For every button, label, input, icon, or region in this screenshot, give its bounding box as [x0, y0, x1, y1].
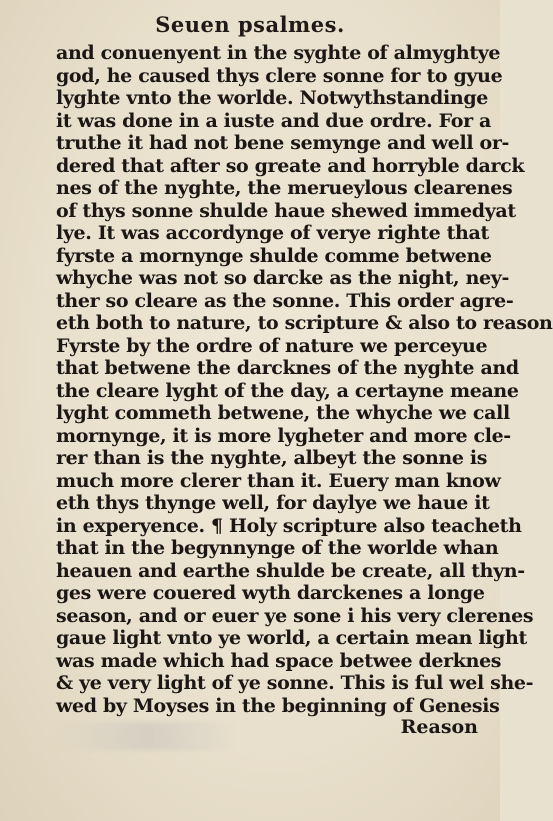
text-line: truthe it had not bene semynge and well or- [56, 132, 510, 154]
running-head: Seuen psalmes. [155, 12, 345, 37]
text-line: eth thys thynge well, for daylye we haue it [56, 492, 490, 514]
text-line: of thys sonne shulde haue shewed immedyat [56, 199, 516, 222]
text-line: season, and or euer ye sone i his very clerenes [56, 604, 534, 627]
text-line: eth both to nature, to scripture & also to reason [56, 312, 553, 334]
text-line: and conuenyent in the syghte of almyghtye [56, 42, 501, 64]
text-line: Fyrste by the ordre of nature we perceyue [56, 334, 488, 357]
text-line: rer than is the nyghte, albeyt the sonne is [56, 447, 488, 469]
text-line: lyghte vnto the worlde. Notwythstandinge [56, 87, 488, 109]
text-line: it was done in a iuste and due ordre. For a [56, 109, 491, 132]
text-line: was made which had space betwee derknes [56, 649, 502, 672]
text-line: nes of the nyghte, the merueylous clearenes [56, 177, 513, 199]
catchword: Reason [400, 716, 478, 738]
text-line: dered that after so greate and horryble darck [56, 154, 525, 177]
text-line: lye. It was accordynge of verye righte that [56, 222, 489, 244]
text-line: god, he caused thys clere sonne for to gyue [56, 64, 503, 87]
text-line: much more clerer than it. Euery man know [56, 469, 501, 492]
text-block [56, 42, 553, 717]
text-line: that in the begynnynge of the worlde whan [56, 537, 499, 559]
text-line: gaue light vnto ye world, a certain mean light [56, 627, 527, 649]
text-line: heauen and earthe shulde be create, all thyn- [56, 559, 525, 582]
text-line: that betwene the darcknes of the nyghte and [56, 357, 519, 379]
text-line: ges were couered wyth darckenes a longe [56, 582, 485, 604]
text-line: the cleare lyght of the day, a certayne meane [56, 379, 519, 402]
text-line: & ye very light of ye sonne. This is ful wel she- [56, 672, 534, 694]
text-line: whyche was not so darcke as the night, ney- [56, 267, 510, 289]
text-line: fyrste a mornynge shulde comme betwene [56, 244, 492, 267]
text-line: in experyence. ¶ Holy scripture also teacheth [56, 514, 522, 537]
text-line: ther so cleare as the sonne. This order agre- [56, 289, 514, 312]
ink-bleed-smudge [58, 722, 238, 750]
text-line: lyght commeth betwene, the whyche we call [56, 402, 510, 424]
text-line: wed by Moyses in the beginning of Genesis [56, 694, 500, 717]
text-line: mornynge, it is more lygheter and more cle- [56, 424, 511, 447]
